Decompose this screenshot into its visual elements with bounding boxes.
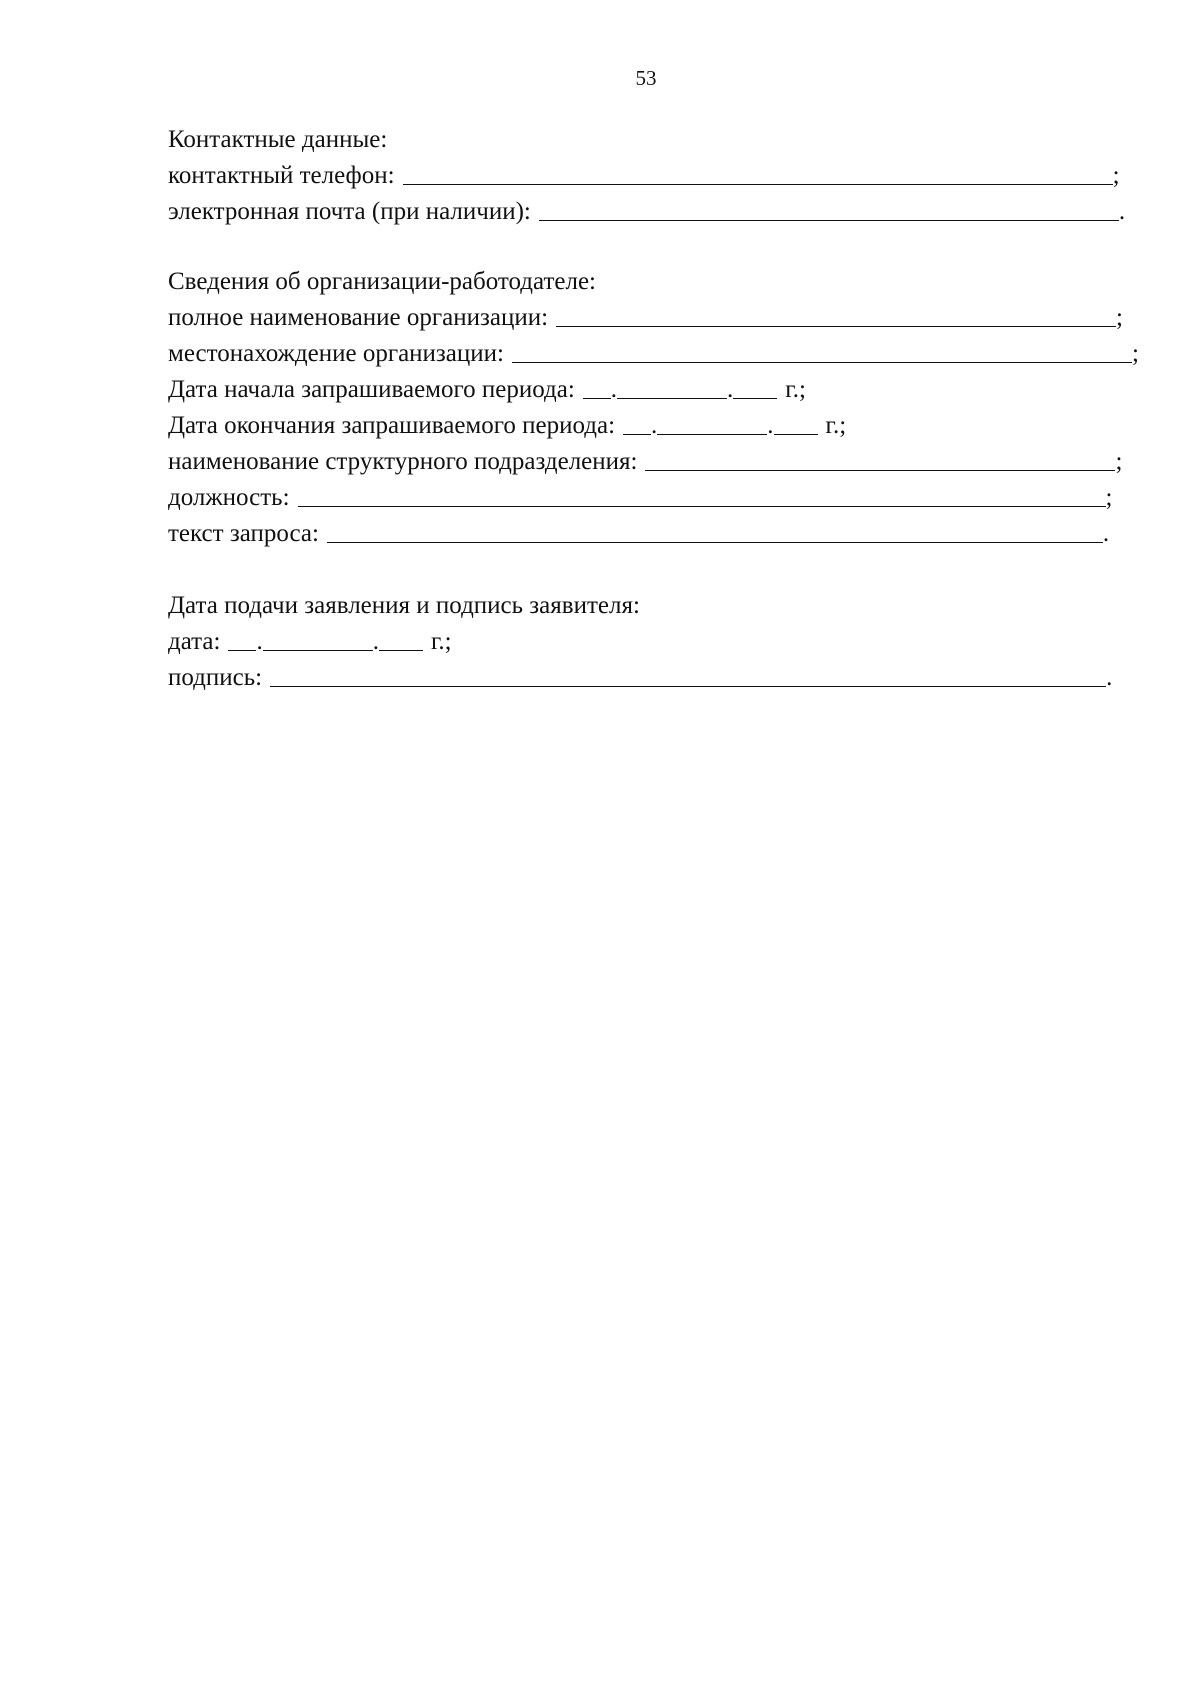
period-start-dot-2: .	[727, 376, 734, 403]
email-period: .	[1118, 198, 1126, 225]
request-text-row	[168, 514, 1109, 548]
org-name-label: полное наименование организации:	[168, 304, 549, 331]
period-start-label: Дата начала запрашиваемого периода:	[168, 376, 575, 403]
org-name-semicolon: ;	[1116, 304, 1123, 331]
org-location-semicolon: ;	[1132, 340, 1139, 367]
period-end-label: Дата окончания запрашиваемого периода:	[168, 412, 616, 439]
period-start-row	[168, 370, 806, 404]
submission-year-field[interactable]	[379, 626, 423, 651]
employer-heading-text: Сведения об организации-работодателе:	[168, 268, 597, 295]
department-semicolon: ;	[1115, 448, 1123, 475]
org-name-field[interactable]	[556, 302, 1116, 327]
submission-year-suffix: г.;	[430, 628, 452, 655]
signature-row	[168, 658, 1112, 692]
email-field[interactable]	[539, 196, 1119, 221]
period-start-dot-1: .	[610, 376, 618, 403]
submission-month-field[interactable]	[263, 626, 373, 651]
contact-heading-text: Контактные данные:	[168, 126, 388, 153]
phone-row	[168, 156, 1120, 190]
department-label: наименование структурного подразделения:	[168, 448, 638, 475]
employer-heading	[168, 262, 596, 296]
period-end-year-suffix: г.;	[825, 412, 847, 439]
email-row	[168, 192, 1125, 226]
submission-date-label: дата:	[168, 628, 221, 655]
phone-field[interactable]	[403, 160, 1113, 185]
period-end-dot-1: .	[651, 412, 658, 439]
org-name-row	[168, 298, 1123, 332]
department-field[interactable]	[645, 446, 1115, 471]
period-end-row	[168, 406, 846, 440]
request-text-label: текст запроса:	[168, 520, 319, 547]
phone-label: контактный телефон:	[168, 162, 395, 189]
page-number: 53	[635, 66, 657, 90]
period-start-year-suffix: г.;	[785, 376, 806, 403]
period-end-month-field[interactable]	[657, 410, 767, 435]
request-text-period: .	[1102, 520, 1110, 547]
period-start-year-field[interactable]	[733, 374, 777, 399]
submission-dot-1: .	[256, 628, 263, 655]
period-start-month-field[interactable]	[617, 374, 727, 399]
email-label: электронная почта (при наличии):	[168, 198, 531, 225]
period-start-day-field[interactable]	[583, 374, 611, 399]
period-end-day-field[interactable]	[623, 410, 651, 435]
submission-dot-2: .	[372, 628, 379, 655]
org-location-field[interactable]	[512, 338, 1132, 363]
signature-period: .	[1106, 664, 1113, 691]
signature-field[interactable]	[270, 662, 1106, 687]
submission-heading-text: Дата подачи заявления и подпись заявителя:	[168, 592, 640, 619]
position-field[interactable]	[298, 482, 1106, 507]
submission-date-row	[168, 622, 452, 656]
period-end-year-field[interactable]	[774, 410, 818, 435]
request-text-field[interactable]	[327, 518, 1103, 543]
phone-semicolon: ;	[1112, 162, 1120, 189]
contact-heading	[168, 120, 387, 154]
department-row	[168, 442, 1122, 476]
org-location-label: местонахождение организации:	[168, 340, 504, 367]
submission-day-field[interactable]	[228, 626, 256, 651]
period-end-dot-2: .	[767, 412, 774, 439]
position-row	[168, 478, 1112, 512]
org-location-row	[168, 334, 1139, 368]
position-label: должность:	[168, 484, 290, 511]
position-semicolon: ;	[1105, 484, 1113, 511]
signature-label: подпись:	[168, 664, 263, 691]
submission-heading	[168, 586, 640, 620]
